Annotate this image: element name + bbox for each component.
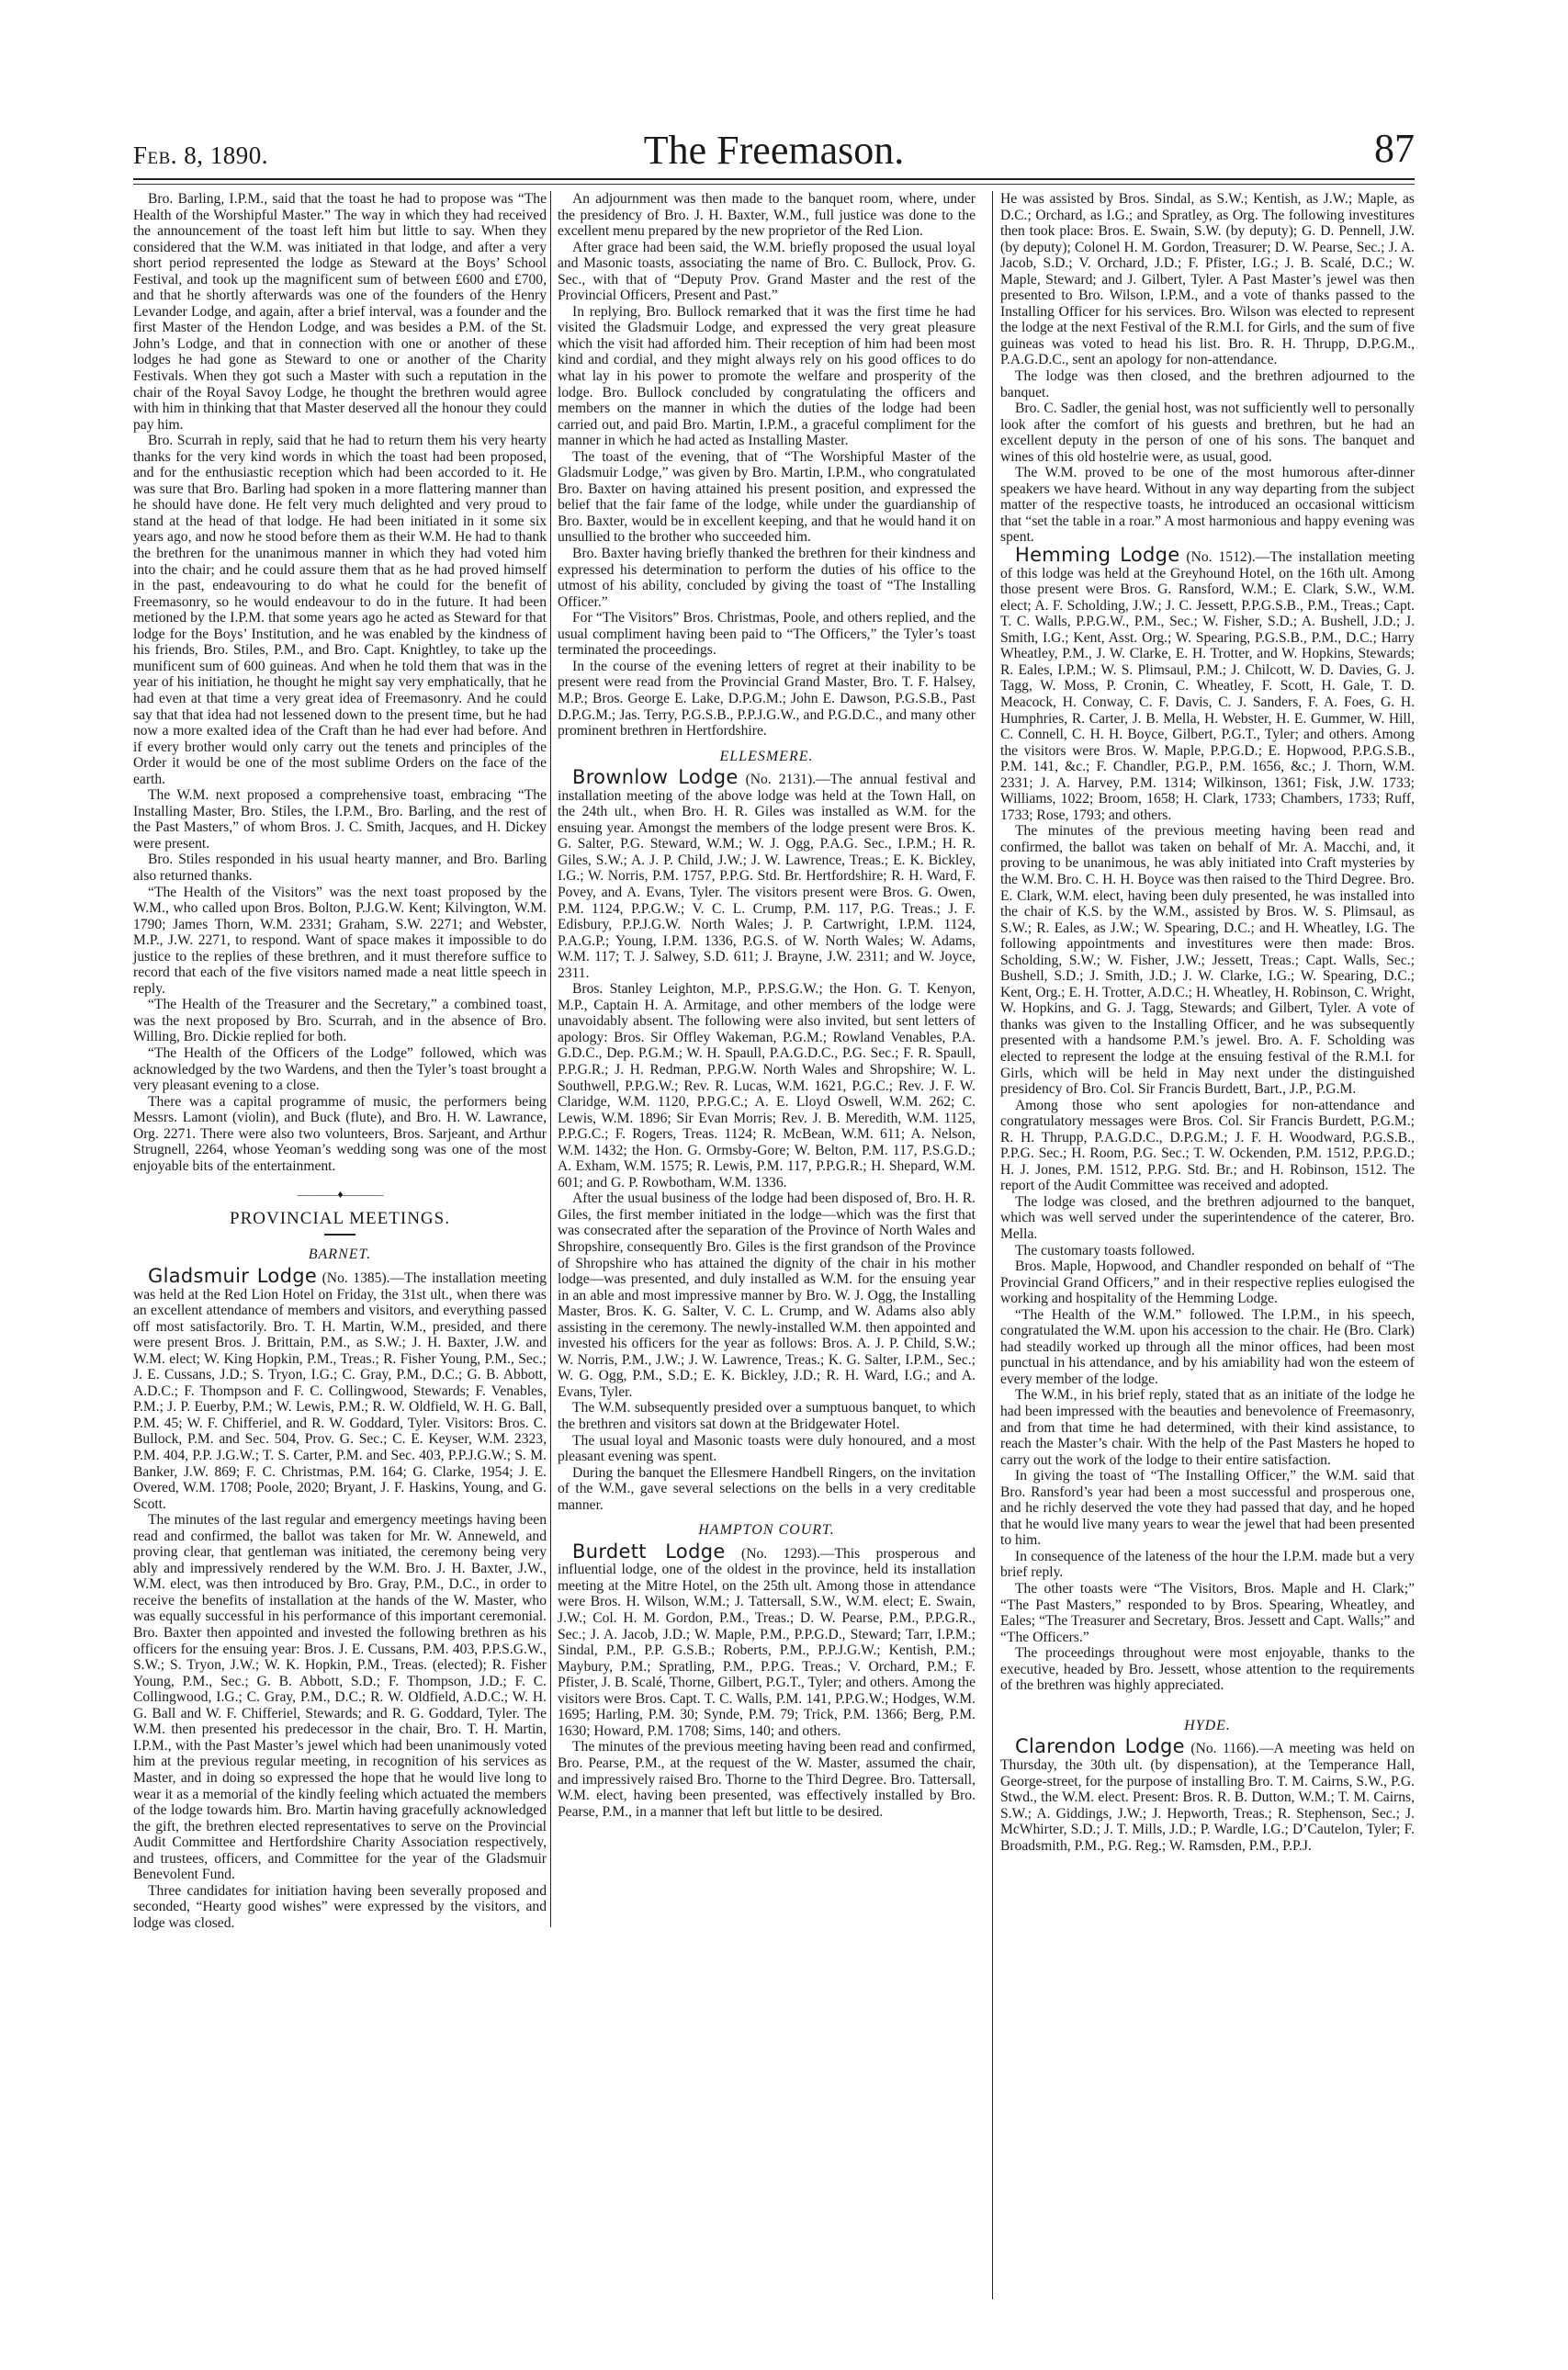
paragraph: The minutes of the last regular and emergency meetings having been read and confirmed, the ballot was taken for Mr. W. Anneweld, and proving clear, that gentleman was initiated, the ceremony being very ably and impressively rendered by the W.M. Bro. J. H. Baxter, J.W., W.M. elect, was then introduced by Bro. Gray, P.M., D.C., in order to receive the benefits of installation at the hands of the W. Master, who was equally successful in his performance of this important ceremonial. Bro. Baxter then appointed and invested the following brethren as his officers for the ensuing year: Bros. J. E. Cussans, P.M. 403, P.P.S.G.W., S.W.; S. Tryon, J.W.; W. K. Hopkin, P.M., Treas. (elected); R. Fisher Young, P.M., Sec.; G. B. Abbott, S.D.; F. Thompson, J.D.; F. C. Collingwood, I.G.; C. Gray, P.M., D.C.; R. W. Oldfield, A.D.C.; W. H. G. Ball and W. F. Chifferiel, Stewards; and R. G. Goddard, Tyler. The W.M. then presented his predecessor in the chair, Bro. T. H. Martin, I.P.M., with the Past Master’s jewel which had been unanimously voted him at the previous regular meeting, in recognition of his services as Master, and in doing so expressed the hope that he would live long to wear it as a memorial of the kindly feeling which actuated the members of the lodge towards him. Bro. Martin having gracefully acknowledged the gift, the brethren elected representatives to serve on the Provincial Audit Committee and Hertfordshire Charity Association respectively, and trustees, officers, and Committee for the year of the Gladsmuir Benevolent Fund. — [133, 1512, 547, 1883]
place-heading: HYDE. — [1184, 1717, 1231, 1733]
paragraph: Bro. Stiles responded in his usual hearty manner, and Bro. Barling also returned thanks. — [133, 852, 547, 884]
paragraph: Three candidates for initiation having been severally proposed and seconded, “Hearty good wishes” were expressed by the visitors, and lodge was closed. — [133, 1882, 547, 1931]
paragraph: During the banquet the Ellesmere Handbell Ringers, on the invitation of the W.M., gave several selections on the bells in a very creditable manner. — [558, 1464, 976, 1513]
lodge-number: (No. 1166). — [1190, 1741, 1259, 1757]
paragraph: There was a capital programme of music, the performers being Messrs. Lamont (violin), and Buck (flute), and Bro. H. W. Lawrance, Org. 2271. There were also two volunteers, Bros. Sarjeant, and Arthur Strugnell, 2264, whose Yeoman’s wedding song was one of the most enjoyable bits of the entertainment. — [133, 1093, 547, 1174]
lodge-intro: —The installation meeting of this lodge was held at the Greyhound Hotel, on the 16th ult. Among those present were Bros. G. Ransford, W.M.; E. Clark, S.W., W.M. elect; A. F. Scholding, J.W.; J. C. Jessett, P.P.G.S.B., P.M., Treas.; Capt. T. C. Walls, P.P.G.W., P.M., Sec.; W. Fisher, S.D.; A. Bushell, J.D.; J. Smith, I.G.; Kent, Asst. Org.; W. Spearing, P.G.S.B., P.M., D.C.; Harry Wheatley, P.M., J. W. Clarke, E. H. Trotter, and W. Hopkins, Stewards; R. Eales, I.P.M.; W. S. Plimsaul, P.M.; J. Chilcott, W. D. Davies, G. J. Tagg, W. Moss, P. Cronin, C. Wheatley, F. Scott, H. Gale, T. D. Meacock, H. Conway, C. F. Davis, C. J. Sanders, F. A. Foes, G. H. Humphries, R. Carter, J. B. Mella, H. Webster, H. E. Gummer, W. Hill, C. Connell, C. H. H. Boyce, Gilbert, P.G.T., Tyler; and others. Among the visitors were Bros. W. Maple, P.P.G.D.; E. Hopwood, P.P.G.S.B., P.M. 141, &c.; F. Chandler, P.G.P., P.M. 1656, &c.; J. Thorn, W.M. 2331; J. A. Harvey, P.M. 1314; Wilkinson, 1361; Fisk, J.W. 1733; Williams, 1022; Broom, 1658; H. Clark, 1733; Chambers, 1733; Ruff, 1733; Rose, 1793; and others. — [1000, 549, 1415, 823]
paragraph: Bros. Stanley Leighton, M.P., P.P.S.G.W.; the Hon. G. T. Kenyon, M.P., Captain H. A. Armitage, and other members of the lodge were unavoidably absent. The following were also invited, but sent letters of apology: Bros. Sir Offley Wakeman, P.G.M.; Rowland Venables, P.A. G.D.C., Dep. P.G.M.; W. H. Spaull, P.A.G.D.C., P.G. Sec.; F. R. Spaull, P.P.G.R.; J. H. Redman, P.P.G.W. North Wales and Shropshire; W. L. Southwell, P.P.G.W.; Rev. R. Lucas, W.M. 1621, P.G.C.; Rev. J. F. W. Claridge, W.M. 1120, P.P.G.C.; A. E. Lloyd Oswell, W.M. 262; C. Lewis, W.M. 1896; Sir Evan Morris; Rev. J. B. Meredith, W.M. 1125, P.P.G.C.; F. Rogers, Treas. 1124; R. McBean, W.M. 611; A. Nelson, W.M. 1432; the Hon. G. Ormsby-Gore; W. Belton, P.M. 117, P.S.G.D.; A. Exham, W.M. 1575; R. Lewis, P.M. 117, P.P.G.R.; H. Shepard, W.M. 601; and G. P. Rowbotham, W.M. 1336. — [558, 981, 976, 1191]
paragraph: The toast of the evening, that of “The Worshipful Master of the Gladsmuir Lodge,” was given by Bro. Martin, I.P.M., who congratulated Bro. Baxter on having attained his present position, and expressed the belief that the fair fame of the lodge, while under the guardianship of Bro. Baxter, would be in excellent keeping, and that he would hand it on unsullied to the brother who succeeded him. — [558, 448, 976, 546]
header-rule-thin — [133, 184, 1415, 185]
paragraph: Bro. Baxter having briefly thanked the brethren for their kindness and expressed his determination to perform the duties of his office to the utmost of his ability, concluded by giving the toast of “The Installing Officer.” — [558, 546, 976, 610]
paragraph: The minutes of the previous meeting having been read and confirmed, the ballot was taken on behalf of Mr. A. Macchi, and, it proving to be unanimous, he was ably initiated into Craft mysteries by the W.M. Bro. C. H. H. Boyce was then raised to the Third Degree. Bro. E. Clark, W.M. elect, having been duly presented, he was installed into the chair of K.S. by the W.M., assisted by Bros. W. S. Plimsaul, as S.W.; R. Eales, as J.W.; W. Spearing, D.C.; and H. Wheatley, I.G. The following appointments and investitures were then made: Bros. Scholding, S.W.; W. Fisher, J.W.; Jessett, Treas.; Capt. Walls, Sec.; Bushell, S.D.; J. Smith, J.D.; J. W. Clarke, I.G.; W. Spearing, D.C.; Kent, Org.; E. H. Trotter, A.D.C.; H. Wheatley, H. Robinson, C. Wright, W. Hopkins, and G. J. Tagg, Stewards; and Gilbert, Tyler. A vote of thanks was given to the Installing Officer, and he was subsequently presented with a handsome P.M.’s jewel. Bro. A. F. Scholding was elected to represent the lodge at the ensuing festival of the R.M.I. for Girls, which will be held in May next under the distinguished presidency of Bro. Col. Sir Francis Burdett, Bart., J.P., P.G.M. — [1000, 823, 1415, 1098]
lodge-report — [1000, 544, 1415, 823]
paragraph: For “The Visitors” Bros. Christmas, Poole, and others replied, and the usual compliment having been paid to “The Officers,” the Tyler’s toast terminated the proceedings. — [558, 610, 976, 659]
place-heading: BARNET. — [308, 1247, 372, 1263]
lodge-number: (No. 1385). — [321, 1270, 390, 1286]
column-divider — [992, 191, 993, 2299]
publication-title: The Freemason. — [643, 128, 905, 173]
paragraph: The W.M. subsequently presided over a sumptuous banquet, to which the brethren and visitors sat down at the Bridgewater Hotel. — [558, 1400, 976, 1433]
paragraph: The W.M., in his brief reply, stated that as an initiate of the lodge he had been impressed with the beauties and benevolence of Freemasonry, and from that time he had determined, with their kind assistance, to reach the Master’s chair. With the help of the Past Masters he hoped to carry out the work of the lodge to their entire satisfaction. — [1000, 1387, 1415, 1468]
paragraph: “The Health of the W.M.” followed. The I.P.M., in his speech, congratulated the W.M. upon his accession to the chair. He (Bro. Clark) had steadily worked up through all the minor offices, had been most punctual in his attendance, and by his amiability had won the esteem of every member of the lodge. — [1000, 1306, 1415, 1387]
lodge-name: Clarendon Lodge — [1015, 1735, 1185, 1758]
paragraph: In giving the toast of “The Installing Officer,” the W.M. said that Bro. Ransford’s year had been a most successful and prosperous one, and he richly deserved the vote they had passed that day, and he hoped that he would live many years to wear the jewel that had been presented to him. — [1000, 1468, 1415, 1549]
paragraph: Bro. Scurrah in reply, said that he had to return them his very hearty thanks for the very kind words in which the toast had been proposed, and for the enthusiastic reception which had been accorded to it. He was sure that Bro. Barling had spoken in a more flattering manner than he should have done. He felt very much delighted and very proud to stand at the head of that lodge. He had been initiated in it some six years ago, and now he stood before them as their W.M. He had to thank the brethren for the unanimous manner in which they had voted him into the chair; and he could assure them that as he had proved himself in the past, endeavouring to do what he could for the benefit of Freemasonry, so he would endeavour to do in the future. It had been metioned by the I.P.M. that some years ago he acted as Steward for that lodge for the Boys’ Institution, and he was enabled by the kindness of his friends, Bro. Stiles, P.M., and Bro. Capt. Knightley, to take up the munificent sum of 600 guineas. And when he told them that was in the year of his initiation, he thought he might say very emphatically, that he had even at that time a very great idea of Freemasonry. And he could say that that idea had not lessened down to the present time, but he had now a more exalted idea of the Craft than he had ever had before. And if every brother would only carry out the tenets and principles of the Order it would be one of the most sublime Orders on the face of the earth. — [133, 433, 547, 787]
paragraph: Bro. Barling, I.P.M., said that the toast he had to propose was “The Health of the Worshipful Master.” The way in which they had received the announcement of the toast left him but little to say. When they considered that the W.M. was initiated in that lodge, and after a very short period represented the lodge as Steward at the Boys’ School Festival, and took up the magnificent sum of between £600 and £700, and that he shortly afterwards was one of the founders of the Henry Levander Lodge, and again, after a brief interval, was a founder and the first Master of the Hendon Lodge, and was besides a P.M. of the St. John’s Lodge, and that in connection with one or another of these lodges he had gone as Steward to one or another of the Charity Festivals. When they got such a Master with such a reputation in the chair of the Royal Savoy Lodge, he thought the brethren would agree with him in thinking that that Master deserved all the honour they could pay him. — [133, 191, 547, 433]
lodge-number: (No. 1293). — [741, 1545, 820, 1562]
columns — [133, 191, 1415, 2249]
paragraph: After grace had been said, the W.M. briefly proposed the usual loyal and Masonic toasts, associating the name of Bro. C. Bullock, Prov. G. Sec., with that of “Deputy Prov. Grand Master and the rest of the Provincial Officers, Present and Past.” — [558, 239, 976, 304]
masthead — [133, 126, 1415, 176]
lodge-intro: —The annual festival and installation meeting of the above lodge was held at the Town Hall, on the 24th ult., when Bro. H. R. Giles was installed as W.M. for the ensuing year. Amongst the members of the lodge present were Bros. K. G. Salter, P.G. Steward, W.M.; W. J. Ogg, P.A.G. Sec., I.P.M.; H. R. Giles, S.W.; A. J. P. Child, J.W.; J. W. Lawrence, Treas.; E. K. Bickley, I.G.; W. Norris, P.M. 1757, P.P.G. Std. Br. Hertfordshire; R. H. Ward, F. Povey, and A. Evans, Tyler. The visitors present were Bros. G. Owen, P.M. 1124, P.P.G.W.; V. C. L. Crump, P.M. 117, P.G. Treas.; J. F. Edisbury, P.P.J.G.W. North Wales; J. P. Cartwright, I.P.M. 1124, P.A.G.P.; Young, I.P.M. 1336, P.G.S. of W. North Wales; W. Adams, W.M. 117; T. J. Salwey, S.D. 611; J. Brayne, J.W. 2311; and W. Joyce, 2311. — [558, 772, 976, 981]
lodge-report — [1000, 1735, 1415, 1854]
paragraph: The lodge was closed, and the brethren adjourned to the banquet, which was well served under the superintendence of the caterer, Bro. Mella. — [1000, 1193, 1415, 1242]
paragraph: The usual loyal and Masonic toasts were duly honoured, and a most pleasant evening was spent. — [558, 1432, 976, 1465]
paragraph: In consequence of the lateness of the hour the I.P.M. made but a very brief reply. — [1000, 1548, 1415, 1581]
lodge-number: (No. 1512). — [1186, 549, 1256, 566]
paragraph: Bros. Maple, Hopwood, and Chandler responded on behalf of “The Provincial Grand Officers,” and in their respective replies eulogised the working and hospitality of the Hemming Lodge. — [1000, 1258, 1415, 1307]
issue-date: Feb. 8, 1890. — [133, 141, 269, 169]
paragraph: The minutes of the previous meeting having been read and confirmed, Bro. Pearse, P.M., at the request of the W. Master, assumed the chair, and impressively raised Bro. Thorne to the Third Degree. Bro. Tattersall, W.M. elect, having been presented, was effectively installed by Bro. Pearse, P.M., in a manner that left but little to be desired. — [558, 1739, 976, 1820]
lodge-name: Gladsmuir Lodge — [148, 1265, 318, 1287]
paragraph: An adjournment was then made to the banquet room, where, under the presidency of Bro. J. H. Baxter, W.M., full justice was done to the excellent menu prepared by the new proprietor of the Red Lion. — [558, 191, 976, 240]
paragraph: “The Health of the Treasurer and the Secretary,” a combined toast, was the next proposed by Bro. Scurrah, and in the absence of Bro. Willing, Bro. Dickie replied for both. — [133, 997, 547, 1045]
lodge-name: Hemming Lodge — [1015, 544, 1180, 567]
column-1 — [133, 191, 547, 1931]
lodge-report — [558, 1540, 976, 1740]
paragraph: The customary toasts followed. — [1015, 1242, 1195, 1258]
paragraph: In replying, Bro. Bullock remarked that it was the first time he had visited the Gladsmuir Lodge, and expressed the very great pleasure which the visit had afforded him. Their reception of him had been most kind and cordial, and they might always rely on his good offices to do what lay in his power to promote the welfare and prosperity of the lodge. Bro. Bullock concluded by congratulating the officers and members on the manner in which the duties of the lodge had been carried out, and paid Bro. Martin, I.P.M., a graceful compliment for the manner in which he had acted as Installing Master. — [558, 303, 976, 449]
column-3 — [1000, 191, 1415, 1854]
short-rule — [324, 1234, 355, 1236]
ornament-divider: ————♦———— — [297, 1188, 383, 1202]
lodge-intro: —A meeting was held on Thursday, the 30th ult. (by dispensation), at the Temperance Hall, George-street, for the purpose of installing Bro. T. M. Cairns, S.W., P.G. Stwd., the W.M. elect. Present: Bros. R. B. Dutton, W.M.; T. M. Cairns, S.W.; A. Giddings, J.W.; J. Hepworth, Treas.; R. Stephenson, Sec.; J. McWhirter, S.D.; J. T. Mills, J.D.; P. Wardle, I.G.; D’Cautelon, Tyler; F. Broadsmith, P.M., P.G. Reg.; W. Ramsden, P.M., P.P.J. — [1000, 1741, 1415, 1854]
lodge-number: (No. 2131). — [745, 772, 817, 788]
lodge-intro: —The installation meeting was held at the Red Lion Hotel on Friday, the 31st ult., when there was an excellent attendance of members and visitors, and everything passed off most satisfactorily. Bro. T. H. Martin, W.M., presided, and there were present Bros. J. Brittain, P.M., as S.W.; J. H. Baxter, J.W. and W.M. elect; W. King Hopkin, P.M., Treas.; R. Fisher Young, P.M., Sec.; J. E. Cussans, J.D.; S. Tryon, I.G.; C. Gray, P.M., D.C.; G. B. Abbott, A.D.C.; F. Thompson and F. C. Collingwood, Stewards; F. Venables, P.M.; J. P. Euerby, P.M.; W. Lewis, P.M.; R. W. Oldfield, W. H. G. Ball, P.M. 45; W. F. Chifferiel, and R. W. Goddard, Tyler. Visitors: Bros. C. Bullock, P.M. and Sec. 504, Prov. G. Sec.; C. E. Keyser, W.M. 2323, P.M. 404, P.P. J.G.W.; T. S. Carter, P.M. and Sec. 403, P.P.J.G.W.; S. M. Banker, J.W. 869; F. C. Christmas, P.M. 164; G. Clarke, 1954; J. E. Overed, W.M. 1708; Poole, 2020; Bryant, J. F. Haskins, Young, and G. Scott. — [133, 1270, 547, 1512]
paragraph: In the course of the evening letters of regret at their inability to be present were read from the Provincial Grand Master, Bro. T. F. Halsey, M.P.; Bros. George E. Lake, D.P.G.M.; John E. Dawson, P.G.S.B., Past D.P.G.M.; Jas. Terry, P.G.S.B., P.P.J.G.W., and P.G.D.C., and many other prominent brethren in Hertfordshire. — [558, 658, 976, 739]
newspaper-page — [133, 126, 1415, 1931]
place-heading: HAMPTON COURT. — [698, 1522, 835, 1539]
paragraph: “The Health of the Officers of the Lodge” followed, which was acknowledged by the two Wardens, and then the Tyler’s toast brought a very pleasant evening to a close. — [133, 1044, 547, 1094]
section-heading: PROVINCIAL MEETINGS. — [230, 1208, 450, 1228]
lodge-intro: —This prosperous and influential lodge, one of the oldest in the province, held its installation meeting at the Mitre Hotel, on the 25th ult. Among those in attendance were Bros. H. Wilson, W.M.; J. Tattersall, S.W., W.M. elect; E. Swain, J.W.; Col. H. M. Gordon, P.M., Treas.; D. W. Pearse, P.M., P.P.G.R., Sec.; J. A. Jacob, J.D.; W. Maple, P.M., P.P.G.D., Steward; Tarr, I.P.M.; Sindal, P.M., P.P. G.S.B.; Roberts, P.M., P.P.J.G.W.; Kentish, P.M.; Maybury, P.M.; Spratling, P.M., P.P.G. Treas.; V. Orchard, P.M.; F. Pfister, J. B. Scalé, Thorne, Gilbert, P.G.T., Tyler; and others. Among the visitors were Bros. Capt. T. C. Walls, P.M. 141, P.P.G.W.; Hodges, W.M. 1695; Harling, P.M. 30; Synde, P.M. 79; Trick, P.M. 1366; Berg, P.M. 1630; Howard, P.M. 1708; Sims, 140; and others. — [558, 1545, 976, 1739]
column-divider — [550, 191, 551, 1927]
lodge-report — [558, 766, 976, 981]
lodge-name: Burdett Lodge — [572, 1540, 726, 1563]
paragraph: Among those who sent apologies for non-attendance and congratulatory messages were Bros. Col. Sir Francis Burdett, P.G.M.; R. H. Thrupp, P.A.G.D.C., D.P.G.M.; J. F. H. Woodward, P.G.S.B., P.P.G. Sec.; H. Room, P.G. Sec.; T. W. Ockenden, P.M. 1512, P.P.G.D.; H. J. Jones, P.M. 1512, P.P.G. Std. Br.; and H. Robinson, 1512. The report of the Audit Committee was received and adopted. — [1000, 1097, 1415, 1194]
paragraph: The W.M. next proposed a comprehensive toast, embracing “The Installing Master, Bro. Stiles, the I.P.M., Bro. Barling, and the rest of the Past Masters,” of whom Bros. J. C. Smith, Jacques, and H. Dickey were present. — [133, 787, 547, 852]
page-number: 87 — [1374, 126, 1415, 171]
paragraph: The other toasts were “The Visitors, Bros. Maple and H. Clark;” “The Past Masters,” responded to by Bros. Spearing, Wheatley, and Eales; “The Treasurer and Secretary, Bros. Jessett and Capt. Walls;” and “The Officers.” — [1000, 1581, 1415, 1645]
lodge-name: Brownlow Lodge — [572, 766, 739, 789]
lodge-report — [133, 1265, 547, 1512]
paragraph: After the usual business of the lodge had been disposed of, Bro. H. R. Giles, the first member initiated in the lodge—which was the first that was consecrated after the separation of the Province of North Wales and Shropshire, consequently Bro. Giles is the first grandson of the Province of Shropshire who has attained the dignity of the chair in his mother lodge—was presented, and duly installed as W.M. for the ensuing year in an able and most impressive manner by Bro. W. J. Ogg, the Installing Master, Bros. K. G. Salter, V. C. L. Crump, and W. Adams also ably assisting in the ceremony. The newly-installed W.M. then appointed and invested his officers for the year as follows: Bros. A. J. P. Child, S.W.; W. Norris, P.M., J.W.; J. W. Lawrence, Treas.; K. G. Salter, I.P.M., Sec.; W. G. Ogg, P.M., S.D.; E. K. Bickley, J.D.; R. H. Ward, I.G.; and A. Evans, Tyler. — [558, 1191, 976, 1400]
paragraph: “The Health of the Visitors” was the next toast proposed by the W.M., who called upon Bros. Bolton, P.J.G.W. Kent; Kilvington, W.M. 1790; James Thorn, W.M. 2331; Graham, S.W. 2271; and Webster, M.P., J.W. 2271, to respond. Want of space makes it impossible to do justice to the replies of these brethren, and it must therefore suffice to record that each of the five visitors named made a neat little speech in reply. — [133, 884, 547, 997]
paragraph: The proceedings throughout were most enjoyable, thanks to the executive, headed by Bro. Jessett, whose attention to the requirements of the brethren was highly appreciated. — [1000, 1645, 1415, 1694]
paragraph: He was assisted by Bros. Sindal, as S.W.; Kentish, as J.W.; Maple, as D.C.; Orchard, as I.G.; and Spratley, as Org. The following investitures then took place: Bros. E. Swain, S.W. (by deputy); G. D. Pennell, J.W. (by deputy); Colonel H. M. Gordon, Treasurer; D. W. Pearse, Sec.; J. A. Jacob, S.D.; V. Orchard, J.D.; F. Pfister, I.G.; J. B. Scalé, D.C.; W. Maple, Steward; and J. Gilbert, Tyler. A Past Master’s jewel was then presented to Bro. Wilson, I.P.M., and a vote of thanks passed to the Installing Officer for his services. Bro. Wilson was elected to represent the lodge at the next Festival of the R.M.I. for Girls, and the sum of five guineas was voted to head his list. Bro. R. H. Thrupp, D.P.G.M., P.A.G.D.C., sent an apology for non-attendance. — [1000, 191, 1415, 368]
paragraph: Bro. C. Sadler, the genial host, was not sufficiently well to personally look after the comfort of his guests and brethren, but he had an excellent deputy in the person of one of his sons. The banquet and wines of this old hostelrie were, as usual, good. — [1000, 401, 1415, 465]
paragraph: The lodge was then closed, and the brethren adjourned to the banquet. — [1000, 368, 1415, 401]
place-heading: ELLESMERE. — [719, 748, 814, 764]
column-2 — [558, 191, 976, 1820]
header-rule-thick — [133, 178, 1415, 180]
paragraph: The W.M. proved to be one of the most humorous after-dinner speakers we have heard. Without in any way departing from the subject matter of the respective toasts, he introduced an occasional witticism that “set the table in a roar.” A most harmonious and happy evening was spent. — [1000, 465, 1415, 546]
